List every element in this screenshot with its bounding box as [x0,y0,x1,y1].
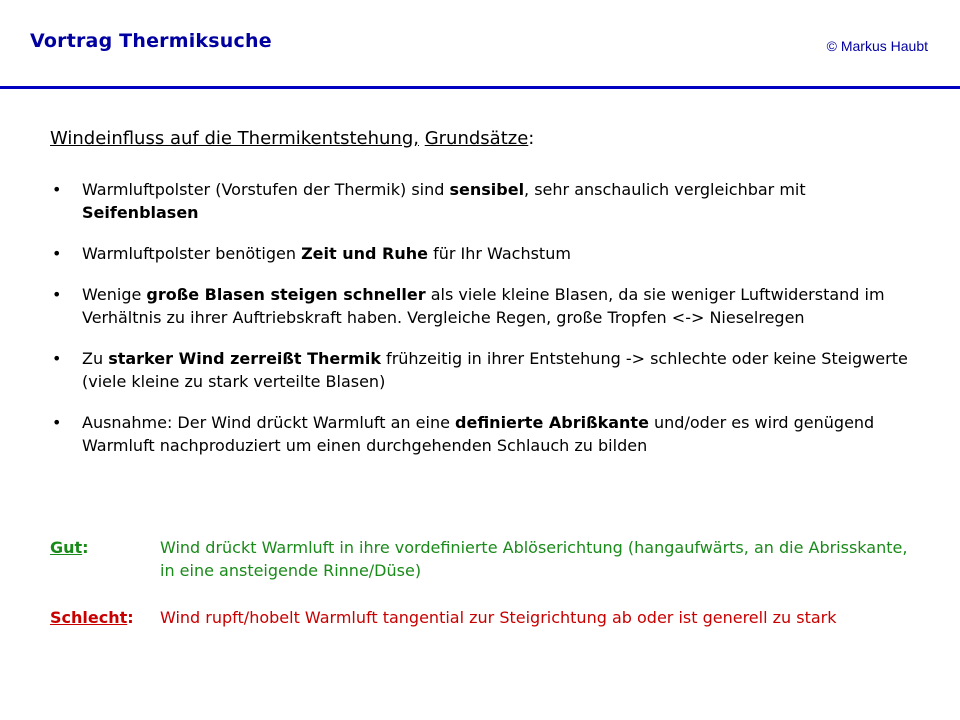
bullet-emphasis: sensibel [449,180,525,199]
bad-label [50,606,134,629]
bullet-text: und/oder es wird genügend Warmluft nachproduziert um einen durchgehenden Schlauch zu bilden [82,413,875,455]
bad-label-text: Schlecht [50,608,128,627]
bullet-dot-icon: • [52,180,62,199]
good-label-colon: : [82,538,89,557]
bullet-emphasis: definierte Abrißkante [455,413,649,432]
slide-heading [50,128,534,149]
bullet-list [52,178,912,475]
heading-part-2: Grundsätze [424,128,529,149]
bullet-emphasis: Zeit und Ruhe [301,244,428,263]
bullet-text: Warmluftpolster (Vorstufen der Thermik) sind [82,180,450,199]
bad-label-colon: : [127,608,134,627]
bullet-dot-icon: • [52,244,62,263]
bullet-text: Warmluftpolster benötigen [82,244,302,263]
bullet-dot-icon: • [52,285,62,304]
bullet-item [52,347,912,393]
good-text: Wind drückt Warmluft in ihre vordefinierte Ablöserichtung (hangaufwärts, an die Abrisskante, in eine ansteigende Rinne/Düse) [160,538,908,580]
bullet-emphasis: starker Wind zerreißt Thermik [108,349,381,368]
heading-colon: : [528,128,535,149]
bullet-dot-icon: • [52,349,62,368]
copyright-notice: © Markus Haubt [826,38,928,54]
bullet-item [52,283,912,329]
bullet-text: Wenige [82,285,147,304]
bullet-item [52,411,912,457]
bullet-text: , sehr anschaulich vergleichbar mit [524,180,806,199]
heading-part-1: Windeinfluss auf die Thermikentstehung, [50,128,419,149]
bullet-text: für Ihr Wachstum [428,244,571,263]
bullet-text: frühzeitig in ihrer Entstehung -> schlechte oder keine Steigwerte (viele kleine zu stark verteilte Blasen) [82,349,908,391]
good-row [50,536,910,582]
bad-row [50,606,910,629]
bullet-emphasis: große Blasen steigen schneller [146,285,426,304]
bad-text: Wind rupft/hobelt Warmluft tangential zur Steigrichtung ab oder ist generell zu stark [160,608,837,627]
presentation-title: Vortrag Thermiksuche [30,30,272,52]
bullet-item [52,242,912,265]
good-label [50,536,89,559]
good-label-text: Gut [50,538,83,557]
bullet-emphasis: Seifenblasen [82,203,199,222]
header-divider [0,86,960,89]
bullet-text: als viele kleine Blasen, da sie weniger Luftwiderstand im Verhältnis zu ihrer Auftriebskraft haben. Vergleiche Regen, große Tropfen <-> Nieselregen [82,285,885,327]
bullet-dot-icon: • [52,413,62,432]
bullet-text: Zu [82,349,109,368]
bullet-text: Ausnahme: Der Wind drückt Warmluft an eine [82,413,456,432]
bullet-item [52,178,912,224]
